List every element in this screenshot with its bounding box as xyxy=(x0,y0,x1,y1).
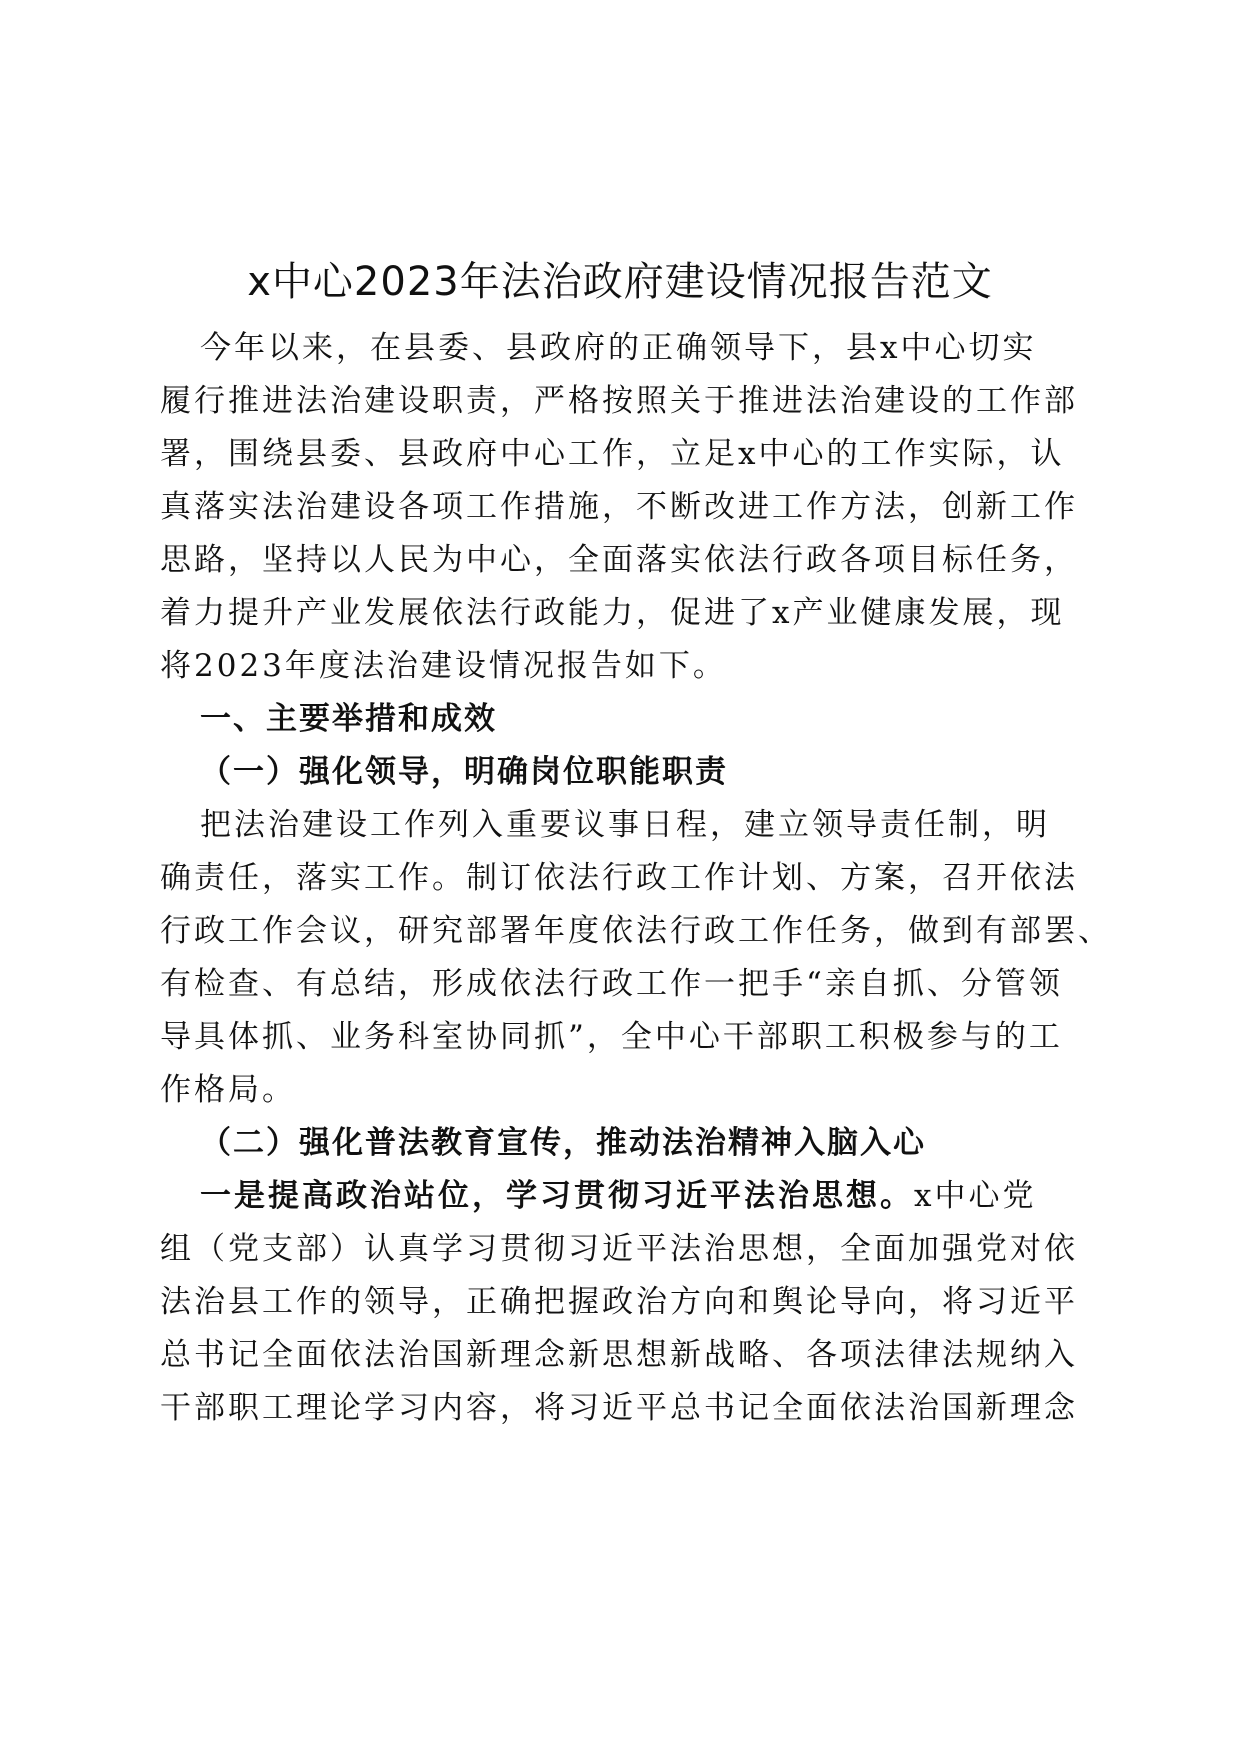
section-heading: 一、主要举措和成效 xyxy=(200,701,497,737)
body-line: 作格局。 xyxy=(160,1072,296,1108)
intro-line: 着力提升产业发展依法行政能力，促进了x产业健康发展，现 xyxy=(160,595,1065,631)
intro-line: 将2023年度法治建设情况报告如下。 xyxy=(160,648,727,684)
intro-line: 署，围绕县委、县政府中心工作，立足x中心的工作实际，认 xyxy=(160,436,1065,472)
body-line: 确责任，落实工作。制订依法行政工作计划、方案，召开依法 xyxy=(160,860,1078,896)
body-line: 干部职工理论学习内容，将习近平总书记全面依法治国新理念 xyxy=(160,1390,1078,1426)
body-line: 导具体抓、业务科室协同抓”，全中心干部职工积极参与的工 xyxy=(160,1019,1063,1055)
lead-sentence-bold: 一是提高政治站位，学习贯彻习近平法治思想。 xyxy=(200,1178,914,1214)
intro-line: 真落实法治建设各项工作措施，不断改进工作方法，创新工作 xyxy=(160,489,1078,525)
intro-line: 今年以来，在县委、县政府的正确领导下，县x中心切实 xyxy=(200,330,1037,366)
body-line: 有检查、有总结，形成依法行政工作一把手“亲自抓、分管领 xyxy=(160,966,1063,1002)
body-line: 总书记全面依法治国新理念新思想新战略、各项法律法规纳入 xyxy=(160,1337,1078,1373)
intro-line: 思路，坚持以人民为中心，全面落实依法行政各项目标任务， xyxy=(160,542,1078,578)
subsection-heading: （二）强化普法教育宣传，推动法治精神入脑入心 xyxy=(200,1125,926,1161)
body-line-lead xyxy=(200,1166,1036,1226)
body-line: 法治县工作的领导，正确把握政治方向和舆论导向，将习近平 xyxy=(160,1284,1078,1320)
body-line: 行政工作会议，研究部署年度依法行政工作任务，做到有部罢、 xyxy=(160,913,1112,949)
lead-sentence-rest: x中心党 xyxy=(914,1178,1037,1214)
document-title: x中心2023年法治政府建设情况报告范文 xyxy=(247,259,993,305)
body-line: 把法治建设工作列入重要议事日程，建立领导责任制，明 xyxy=(200,807,1050,843)
body-line: 组（党支部）认真学习贯彻习近平法治思想，全面加强党对依 xyxy=(160,1231,1078,1267)
subsection-heading: （一）强化领导，明确岗位职能职责 xyxy=(200,754,728,790)
intro-line: 履行推进法治建设职责，严格按照关于推进法治建设的工作部 xyxy=(160,383,1078,419)
